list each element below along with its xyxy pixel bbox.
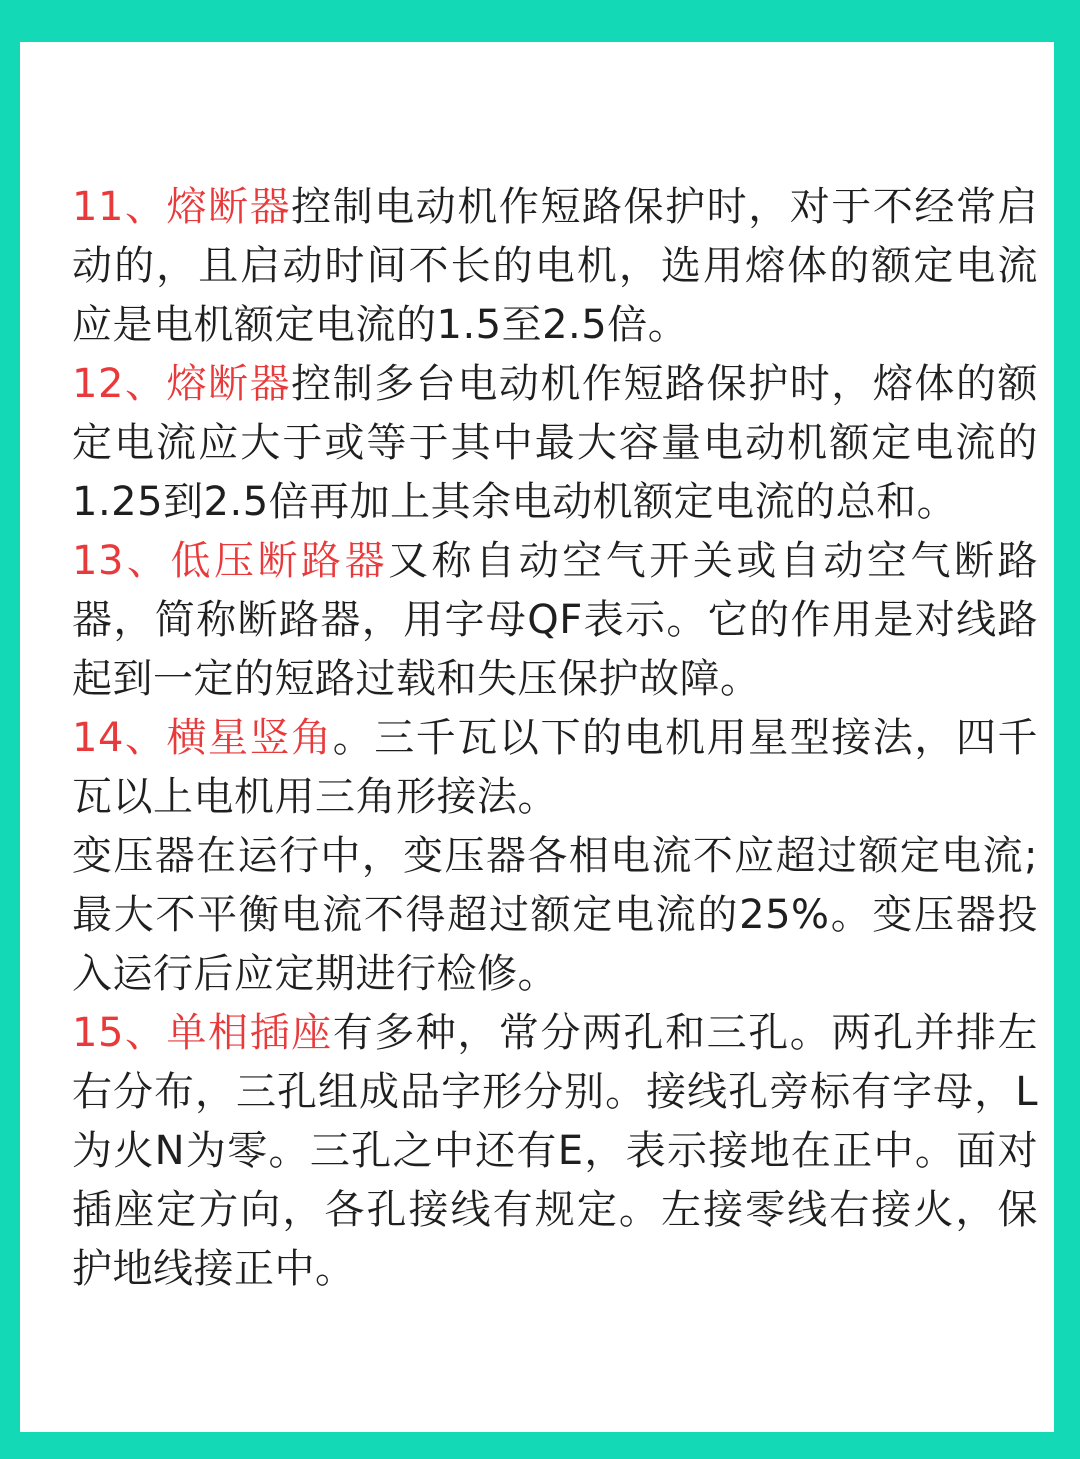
item-11 xyxy=(72,178,1038,355)
transformer-note xyxy=(72,827,1038,1004)
item-13 xyxy=(72,532,1038,709)
item-text: 有多种，常分两孔和三孔。两孔并排左右分布，三孔组成品字形分别。接线孔旁标有字母，L为火N为零。三孔之中还有E，表示接地在正中。面对插座定方向，各孔接线有规定。左接零线右接火，保护地线接正中。 xyxy=(72,1010,1038,1292)
item-term: 低压断路器 xyxy=(170,538,389,584)
item-14 xyxy=(72,709,1038,827)
item-term: 熔断器 xyxy=(166,184,292,230)
item-number: 11、 xyxy=(72,184,167,230)
item-term: 单相插座 xyxy=(166,1010,333,1056)
article-body xyxy=(72,178,1038,1299)
item-15 xyxy=(72,1004,1038,1299)
item-text: 。三千瓦以下的电机用星型接法，四千瓦以上电机用三角形接法。 xyxy=(72,715,1038,820)
item-text: 变压器在运行中，变压器各相电流不应超过额定电流;最大不平衡电流不得超过额定电流的25%。变压器投入运行后应定期进行检修。 xyxy=(72,833,1038,997)
item-number: 12、 xyxy=(72,361,167,407)
item-term: 横星竖角 xyxy=(166,715,333,761)
item-number: 15、 xyxy=(72,1010,167,1056)
item-12 xyxy=(72,355,1038,532)
item-text: 控制电动机作短路保护时，对于不经常启动的，且启动时间不长的电机，选用熔体的额定电流应是电机额定电流的1.5至2.5倍。 xyxy=(72,184,1039,348)
item-text: 控制多台电动机作短路保护时，熔体的额定电流应大于或等于其中最大容量电动机额定电流的1.25到2.5倍再加上其余电动机额定电流的总和。 xyxy=(72,361,1039,525)
item-number: 14、 xyxy=(72,715,167,761)
item-number: 13、 xyxy=(72,538,171,584)
item-term: 熔断器 xyxy=(166,361,292,407)
content-card xyxy=(20,42,1054,1432)
item-text: 又称自动空气开关或自动空气断路器，简称断路器，用字母QF表示。它的作用是对线路起到一定的短路过载和失压保护故障。 xyxy=(72,538,1039,702)
